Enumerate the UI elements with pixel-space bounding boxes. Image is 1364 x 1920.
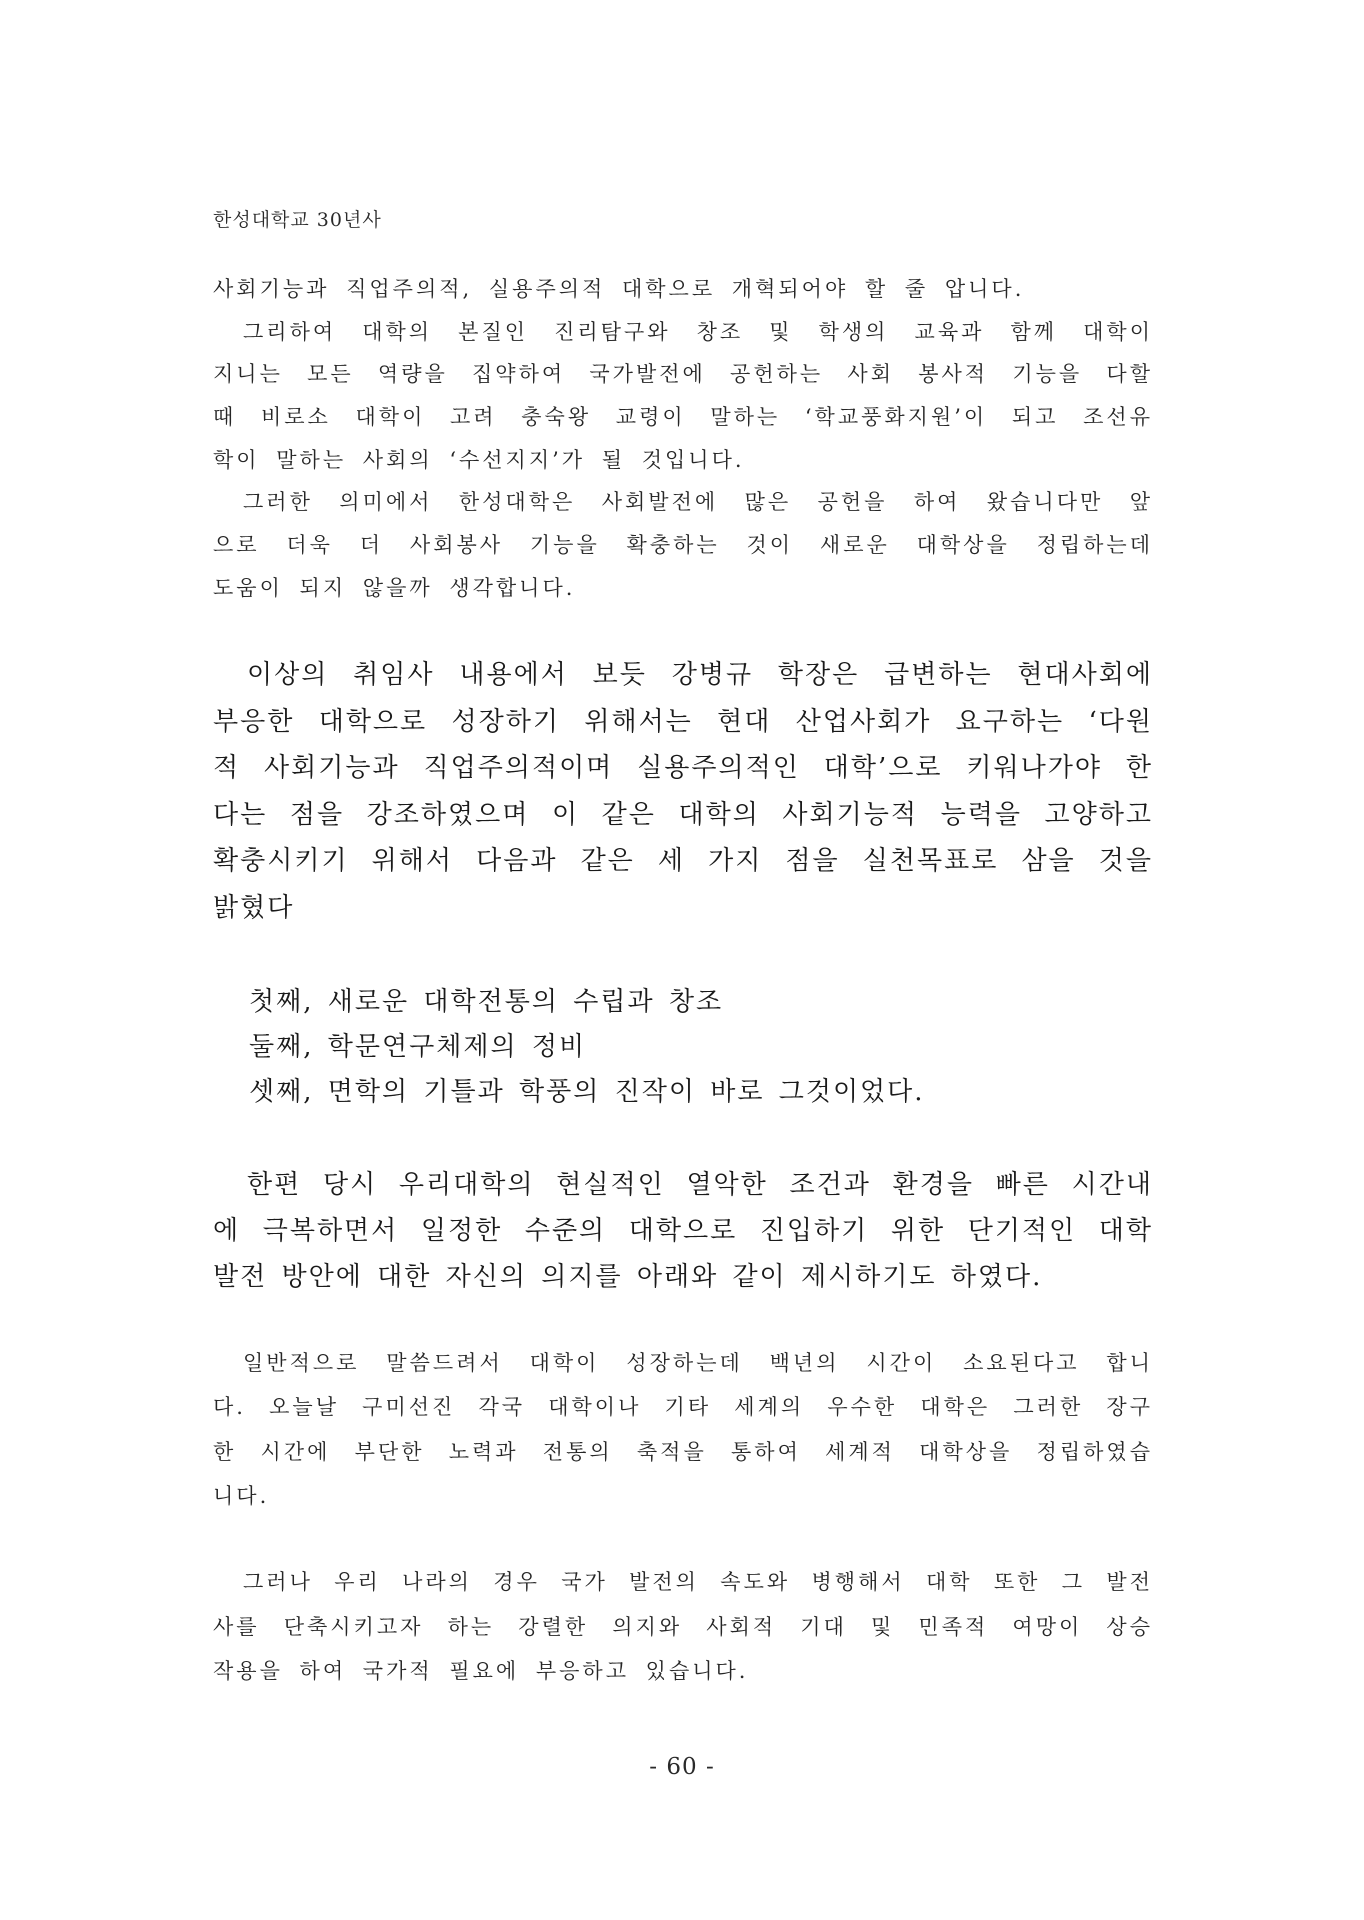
quote-line: 그러한 의미에서 한성대학은 사회발전에 많은 공헌을 하여 왔습니다만 앞 <box>243 490 1153 515</box>
goal-item: 첫째, 새로운 대학전통의 수립과 창조 <box>249 987 724 1017</box>
quote-line: 그러나 우리 나라의 경우 국가 발전의 속도와 병행해서 대학 또한 그 발전 <box>243 1570 1153 1594</box>
quote-line: 작용을 하여 국가적 필요에 부응하고 있습니다. <box>213 1659 749 1683</box>
speech-excerpt-2 <box>213 1341 1153 1518</box>
quote-line: 도움이 되지 않을까 생각합니다. <box>213 575 576 600</box>
running-header: 한성대학교 30년사 <box>213 209 382 231</box>
body-line: 밝혔다 <box>213 892 295 923</box>
body-line: 부응한 대학으로 성장하기 위해서는 현대 산업사회가 요구하는 ‘다원 <box>213 706 1153 737</box>
quote-line: 때 비로소 대학이 고려 충숙왕 교령이 말하는 ‘학교풍화지원’이 되고 조선유 <box>213 405 1153 430</box>
body-line: 적 사회기능과 직업주의적이며 실용주의적인 대학’으로 키워나가야 한 <box>213 753 1153 784</box>
body-line: 확충시키기 위해서 다음과 같은 세 가지 점을 실천목표로 삼을 것을 <box>213 846 1153 877</box>
goals-list <box>249 980 1153 1115</box>
body-line: 발전 방안에 대한 자신의 의지를 아래와 같이 제시하기도 하였다. <box>213 1262 1043 1292</box>
body-line: 에 극복하면서 일정한 수준의 대학으로 진입하기 위한 단기적인 대학 <box>213 1216 1153 1246</box>
quote-line: 니다. <box>213 1483 270 1508</box>
body-paragraph-2 <box>213 1162 1153 1300</box>
speech-excerpt-1 <box>213 268 1153 610</box>
speech-excerpt-3 <box>213 1560 1153 1694</box>
quote-line: 학이 말하는 사회의 ‘수선지지’가 될 것입니다. <box>213 447 745 472</box>
quote-line: 지니는 모든 역량을 집약하여 국가발전에 공헌하는 사회 봉사적 기능을 다할 <box>213 362 1153 387</box>
body-paragraph-1 <box>213 652 1153 932</box>
goal-item: 둘째, 학문연구체제의 정비 <box>249 1032 587 1062</box>
body-line: 한편 당시 우리대학의 현실적인 열악한 조건과 환경을 빠른 시간내 <box>247 1170 1153 1200</box>
quote-line: 그리하여 대학의 본질인 진리탐구와 창조 및 학생의 교육과 함께 대학이 <box>243 319 1153 344</box>
page-number: - 60 - <box>649 1754 715 1780</box>
quote-line: 한 시간에 부단한 노력과 전통의 축적을 통하여 세계적 대학상을 정립하였습 <box>213 1439 1153 1464</box>
body-line: 이상의 취임사 내용에서 보듯 강병규 학장은 급변하는 현대사회에 <box>247 660 1153 690</box>
quote-line: 으로 더욱 더 사회봉사 기능을 확충하는 것이 새로운 대학상을 정립하는데 <box>213 533 1153 558</box>
quote-line: 일반적으로 말씀드려서 대학이 성장하는데 백년의 시간이 소요된다고 합니 <box>243 1351 1153 1375</box>
body-line: 다는 점을 강조하였으며 이 같은 대학의 사회기능적 능력을 고양하고 <box>213 799 1153 830</box>
quote-line: 사를 단축시키고자 하는 강렬한 의지와 사회적 기대 및 민족적 여망이 상승 <box>213 1614 1153 1639</box>
quote-line: 사회기능과 직업주의적, 실용주의적 대학으로 개혁되어야 할 줄 압니다. <box>213 277 1025 301</box>
goal-item: 셋째, 면학의 기틀과 학풍의 진작이 바로 그것이었다. <box>249 1077 925 1107</box>
quote-line: 다. 오늘날 구미선진 각국 대학이나 기타 세계의 우수한 대학은 그러한 장구 <box>213 1395 1153 1420</box>
